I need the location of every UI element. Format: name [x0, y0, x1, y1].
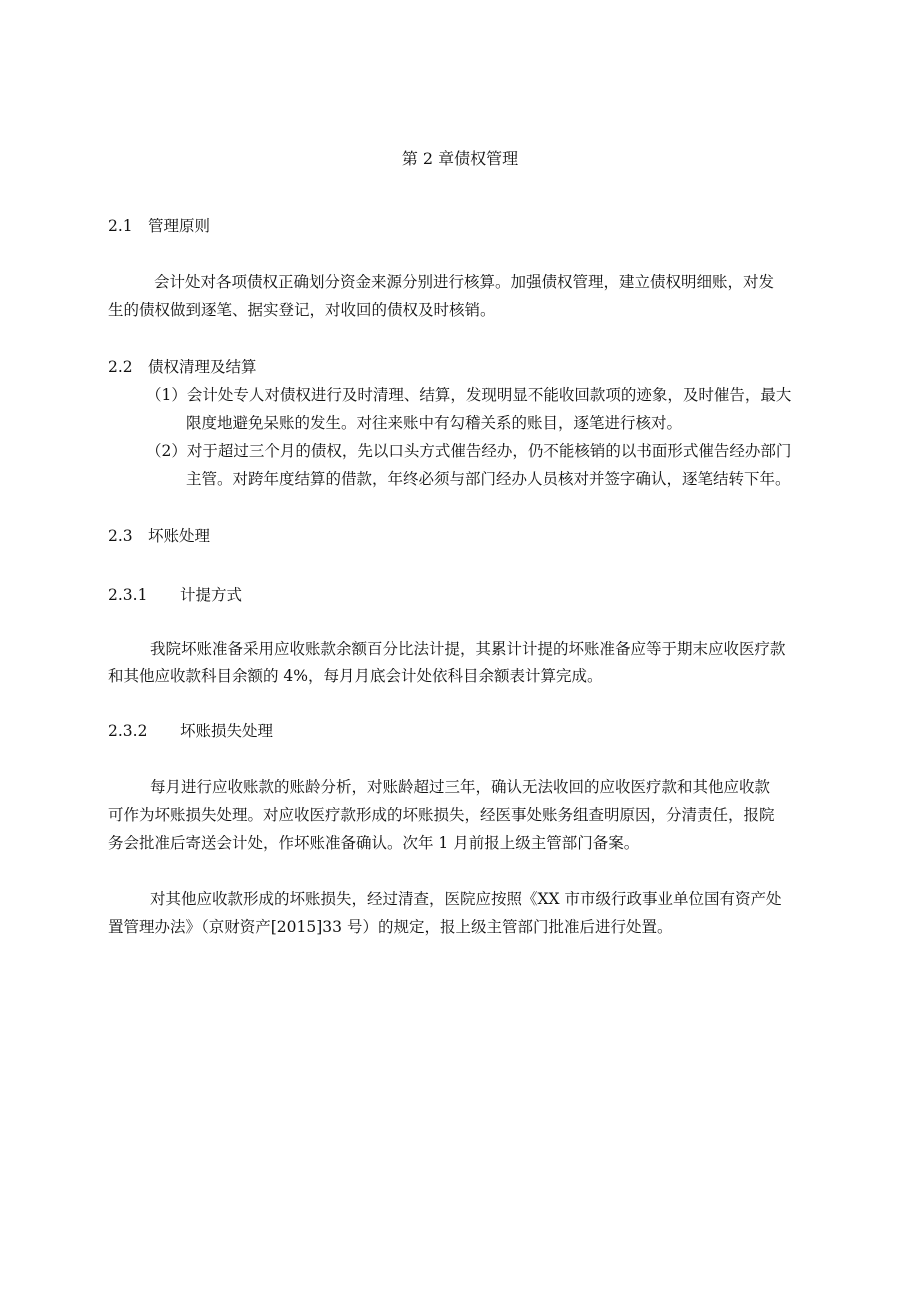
list-marker: （2）	[146, 442, 187, 460]
paragraph-line: 对其他应收款形成的坏账损失，经过清查，医院应按照《XX 市市级行政事业单位国有资产处	[150, 890, 782, 908]
section-label: 坏账处理	[148, 527, 211, 545]
section-number: 2.3.1	[108, 586, 148, 604]
section-2-1-heading	[108, 216, 210, 236]
list-marker: （1）	[146, 386, 187, 404]
paragraph-line: 每月进行应收账款的账龄分析，对账龄超过三年，确认无法收回的应收医疗款和其他应收款	[150, 778, 771, 796]
section-2-3-heading	[108, 526, 210, 546]
paragraph-line: 生的债权做到逐笔、据实登记，对收回的债权及时核销。	[108, 301, 496, 319]
paragraph-line: 置管理办法》（京财资产[2015]33 号）的规定，报上级主管部门批准后进行处置。	[108, 918, 673, 936]
paragraph-line: 务会批准后寄送会计处，作坏账准备确认。次年 1 月前报上级主管部门备案。	[108, 834, 640, 852]
list-item-continuation: 主管。对跨年度结算的借款，年终必须与部门经办人员核对并签字确认，逐笔结转下年。	[186, 470, 791, 488]
section-2-3-1-heading	[108, 585, 242, 605]
section-2-2-heading	[108, 357, 257, 377]
section-number: 2.2	[108, 358, 133, 376]
list-item: （2）对于超过三个月的债权，先以口头方式催告经办，仍不能核销的以书面形式催告经办部门	[146, 442, 792, 460]
section-label: 计提方式	[180, 586, 243, 604]
paragraph-line: 我院坏账准备采用应收账款余额百分比法计提，其累计计提的坏账准备应等于期末应收医疗款	[150, 640, 786, 658]
section-label: 债权清理及结算	[148, 358, 257, 376]
list-item-continuation: 限度地避免呆账的发生。对往来账中有勾稽关系的账目，逐笔进行核对。	[186, 414, 683, 432]
section-2-3-2-heading	[108, 721, 273, 741]
chapter-title: 第 2 章债权管理	[401, 149, 519, 168]
paragraph-line: 和其他应收款科目余额的 4%，每月月底会计处依科目余额表计算完成。	[108, 667, 603, 685]
section-number: 2.3.2	[108, 722, 148, 740]
section-number: 2.3	[108, 527, 133, 545]
section-label: 管理原则	[148, 217, 211, 235]
section-number: 2.1	[108, 217, 133, 235]
section-label: 坏账损失处理	[180, 722, 274, 740]
paragraph-line: 可作为坏账损失处理。对应收医疗款形成的坏账损失，经医事处账务组查明原因，分清责任，报院	[108, 806, 775, 824]
paragraph-line: 会计处对各项债权正确划分资金来源分别进行核算。加强债权管理，建立债权明细账，对发	[154, 273, 775, 291]
list-item: （1）会计处专人对债权进行及时清理、结算，发现明显不能收回款项的迹象，及时催告，最大	[146, 386, 792, 404]
